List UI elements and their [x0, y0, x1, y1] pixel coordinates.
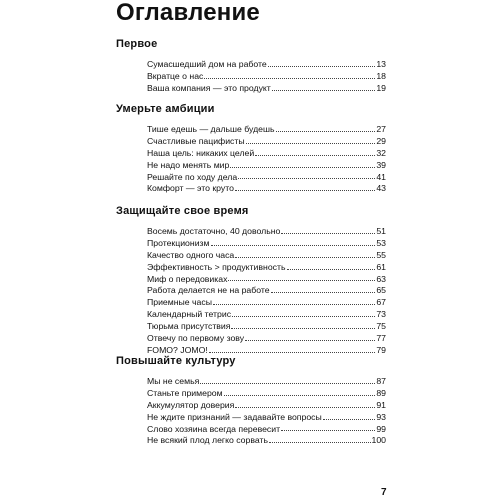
- entry-page: 73: [376, 309, 386, 320]
- entry-page: 89: [376, 387, 386, 398]
- entry-list: [116, 124, 386, 195]
- entry-title: Аккумулятор доверия: [147, 399, 235, 410]
- entry-title: Календарный тетрис: [147, 309, 232, 320]
- entry-page: 65: [376, 285, 386, 296]
- entry-title: Отвечу по первому зову: [147, 333, 245, 344]
- toc-entry[interactable]: [147, 262, 386, 274]
- entry-title: Работа делается не на работе: [147, 285, 270, 296]
- entry-title: Эффективность > продуктивность: [147, 261, 286, 272]
- entry-title: Приемные часы: [147, 297, 212, 308]
- entry-list: [116, 59, 386, 95]
- entry-title: Протекционизм: [147, 237, 210, 248]
- entry-page: 75: [376, 321, 386, 332]
- toc-entry[interactable]: [147, 136, 386, 148]
- toc-entry[interactable]: [147, 400, 386, 412]
- entry-page: 91: [376, 399, 386, 410]
- entry-title: Тише едешь — дальше будешь: [147, 124, 275, 134]
- entry-page: 39: [376, 159, 386, 170]
- toc-entry[interactable]: [147, 297, 386, 309]
- section-title: Повышайте культуру: [116, 355, 236, 367]
- toc-entry[interactable]: [147, 274, 386, 286]
- dot-leader: [235, 189, 375, 191]
- entry-title: Комфорт — это круто: [147, 183, 234, 194]
- dot-leader: [271, 291, 376, 293]
- entry-title: Сумасшедший дом на работе: [147, 59, 267, 69]
- dot-leader: [281, 232, 375, 234]
- dot-leader: [281, 429, 375, 431]
- page-title: Оглавление: [116, 0, 260, 26]
- entry-title: Восемь достаточно, 40 довольно: [147, 226, 281, 236]
- dot-leader: [245, 339, 375, 341]
- dot-leader: [211, 244, 376, 246]
- dot-leader: [231, 327, 375, 329]
- entry-title: Мы не семья: [147, 376, 200, 386]
- entry-title: Счастливые пацифисты: [147, 135, 245, 146]
- dot-leader: [204, 77, 375, 79]
- toc-entry[interactable]: [147, 124, 386, 136]
- entry-page: 13: [376, 59, 386, 69]
- entry-list: [116, 376, 386, 447]
- dot-leader: [238, 177, 375, 179]
- entry-page: 41: [376, 171, 386, 182]
- section-4: [116, 355, 386, 447]
- section-title: Первое: [116, 38, 158, 50]
- entry-page: 18: [376, 70, 386, 81]
- section-1: [116, 38, 386, 95]
- entry-list: [116, 226, 386, 357]
- entry-title: Наша цель: никаких целей: [147, 147, 255, 158]
- dot-leader: [255, 154, 375, 156]
- toc-entry[interactable]: [147, 83, 386, 95]
- dot-leader: [209, 351, 376, 353]
- section-title: Умерьте амбиции: [116, 103, 215, 115]
- entry-page: 43: [376, 183, 386, 194]
- toc-entry[interactable]: [147, 148, 386, 160]
- entry-title: Станьте примером: [147, 387, 223, 398]
- entry-title: Вкратце о нас: [147, 70, 204, 81]
- entry-page: 32: [376, 147, 386, 158]
- toc-entry[interactable]: [147, 309, 386, 321]
- dot-leader: [232, 315, 375, 317]
- entry-page: 77: [376, 333, 386, 344]
- entry-title: Решайте по ходу дела: [147, 171, 238, 182]
- entry-page: 29: [376, 135, 386, 146]
- entry-title: Тюрьма присутствия: [147, 321, 231, 332]
- toc-entry[interactable]: [147, 238, 386, 250]
- dot-leader: [287, 268, 376, 270]
- page-number: 7: [381, 487, 387, 498]
- entry-page: 27: [376, 124, 386, 134]
- toc-entry[interactable]: [147, 388, 386, 400]
- entry-page: 53: [376, 237, 386, 248]
- dot-leader: [230, 166, 375, 168]
- entry-page: 67: [376, 297, 386, 308]
- toc-entry[interactable]: [147, 285, 386, 297]
- toc-entry[interactable]: [147, 424, 386, 436]
- toc-entry[interactable]: [147, 160, 386, 172]
- entry-page: 87: [376, 376, 386, 386]
- dot-leader: [272, 89, 376, 91]
- entry-title: Миф о передовиках: [147, 273, 228, 284]
- entry-page: 79: [376, 344, 386, 355]
- dot-leader: [235, 256, 375, 258]
- section-2: [116, 103, 386, 195]
- toc-entry[interactable]: [147, 226, 386, 238]
- toc-entry[interactable]: [147, 183, 386, 195]
- toc-entry[interactable]: [147, 333, 386, 345]
- toc-entry[interactable]: [147, 412, 386, 424]
- entry-title: Не ждите признаний — задавайте вопросы: [147, 411, 322, 422]
- dot-leader: [269, 441, 371, 443]
- dot-leader: [200, 382, 375, 384]
- entry-title: Не надо менять мир: [147, 159, 230, 170]
- entry-title: FOMO? JOMO!: [147, 344, 208, 355]
- entry-title: Ваша компания — это продукт: [147, 82, 271, 93]
- entry-title: Качество одного часа: [147, 249, 235, 260]
- toc-entry[interactable]: [147, 59, 386, 71]
- toc-entry[interactable]: [147, 435, 386, 447]
- entry-page: 63: [376, 273, 386, 284]
- toc-entry[interactable]: [147, 321, 386, 333]
- dot-leader: [276, 130, 376, 132]
- toc-entry[interactable]: [147, 376, 386, 388]
- dot-leader: [246, 142, 376, 144]
- entry-page: 61: [376, 261, 386, 272]
- dot-leader: [268, 65, 376, 67]
- toc-entry[interactable]: [147, 250, 386, 262]
- toc-entry[interactable]: [147, 71, 386, 83]
- entry-page: 51: [376, 226, 386, 236]
- dot-leader: [323, 418, 376, 420]
- section-3: [116, 205, 386, 357]
- dot-leader: [213, 303, 375, 305]
- entry-page: 19: [376, 82, 386, 93]
- section-title: Защищайте свое время: [116, 205, 249, 217]
- dot-leader: [235, 406, 375, 408]
- entry-page: 100: [371, 435, 386, 446]
- entry-title: Слово хозяина всегда перевесит: [147, 423, 281, 434]
- toc-entry[interactable]: [147, 172, 386, 184]
- entry-page: 93: [376, 411, 386, 422]
- entry-page: 55: [376, 249, 386, 260]
- dot-leader: [228, 279, 375, 281]
- dot-leader: [224, 394, 376, 396]
- entry-page: 99: [376, 423, 386, 434]
- entry-title: Не всякий плод легко сорвать: [147, 435, 268, 446]
